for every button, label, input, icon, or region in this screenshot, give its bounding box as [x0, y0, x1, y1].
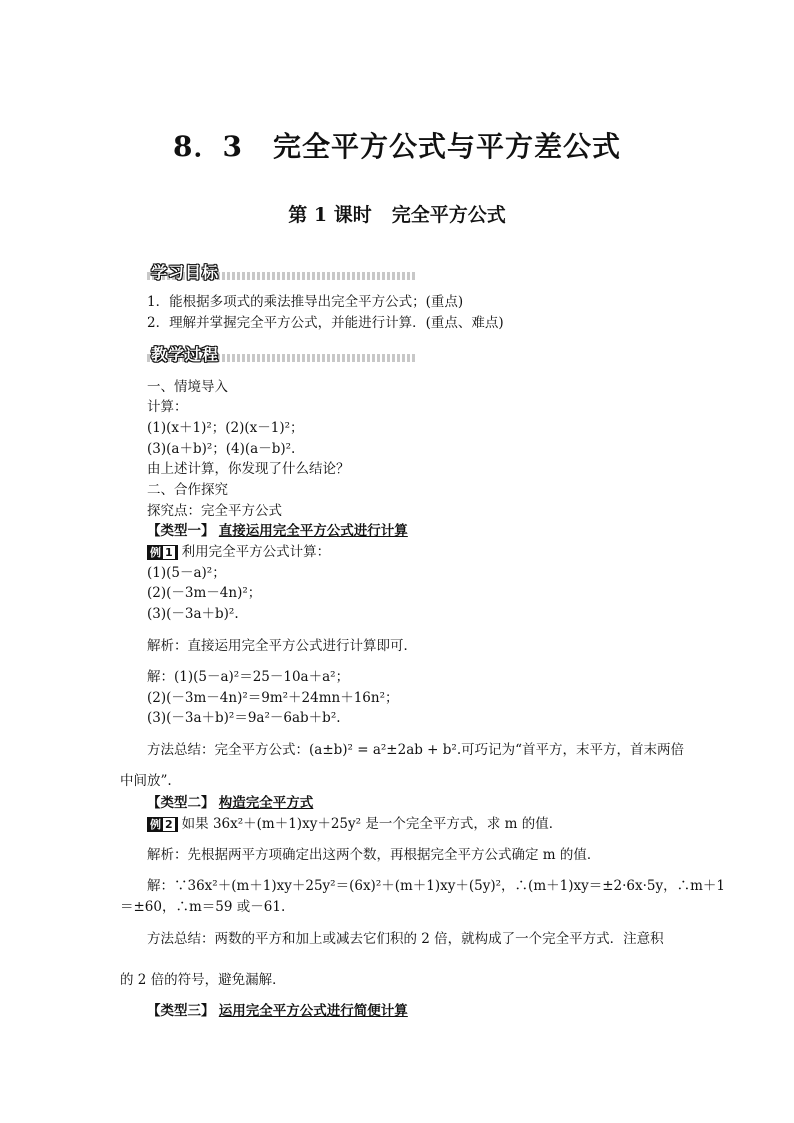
goal-item-2: 2．理解并掌握完全平方公式，并能进行计算．(重点、难点) — [147, 315, 504, 331]
section-banner-process — [147, 342, 417, 364]
section-banner-goals — [147, 260, 417, 282]
example-2-summary-2: 的 2 倍的符号，避免漏解． — [120, 972, 286, 988]
intro-calc: 计算： — [147, 399, 188, 415]
type1-tag: 【类型一】 — [147, 523, 215, 539]
intro-heading: 一、情境导入 — [147, 379, 228, 395]
type2-title: 构造完全平方式 — [218, 795, 314, 811]
example-2-solution-2: ＝±60，∴m＝59 或－61. — [120, 899, 286, 915]
type3-title: 运用完全平方公式进行简便计算 — [218, 1003, 408, 1019]
example-2-analysis: 解析：先根据两平方项确定出这两个数，再根据完全平方公式确定 m 的值． — [147, 847, 601, 863]
example-2-solution-1: 解：∵36x²＋(m＋1)xy＋25y²＝(6x)²＋(m＋1)xy＋(5y)²，∴(m＋1)xy＝±2·6x·5y，∴m＋1 — [147, 878, 726, 894]
type3-header — [147, 1002, 408, 1020]
type1-header — [147, 522, 408, 540]
example-2-text: 如果 36x²＋(m＋1)xy＋25y² 是一个完全平方式，求 m 的值． — [181, 816, 563, 832]
lesson-topic: 完全平方公式 — [391, 204, 506, 226]
explore-heading: 二、合作探究 — [147, 482, 228, 498]
example-2 — [147, 815, 562, 833]
intro-question-1: (1)(x＋1)²；(2)(x－1)²； — [147, 420, 304, 436]
section-label-process: 教学过程 — [151, 345, 220, 364]
example-2-badge: 例 2 — [147, 817, 178, 832]
chapter-number: 8．3 — [173, 130, 243, 163]
lesson-number: 第 1 课时 — [288, 204, 372, 226]
example-1-solution-3: (3)(－3a＋b)²＝9a²－6ab＋b². — [147, 710, 341, 726]
lesson-subtitle — [0, 200, 794, 227]
example-1-badge: 例 1 — [147, 545, 178, 560]
example-1 — [147, 543, 330, 561]
example-1-analysis: 解析：直接运用完全平方公式进行计算即可． — [147, 638, 417, 654]
example-2-summary-1: 方法总结：两数的平方和加上或减去它们积的 2 倍，就构成了一个完全平方式．注意积 — [147, 931, 664, 947]
type1-title: 直接运用完全平方公式进行计算 — [218, 523, 408, 539]
intro-prompt: 由上述计算，你发现了什么结论？ — [147, 461, 350, 477]
example-1-text: 利用完全平方公式计算： — [181, 544, 331, 560]
example-1-item-1: (1)(5－a)²； — [147, 565, 226, 581]
intro-question-2: (3)(a＋b)²；(4)(a－b)². — [147, 441, 296, 457]
chapter-title: 完全平方公式与平方差公式 — [272, 130, 621, 163]
type2-tag: 【类型二】 — [147, 795, 215, 811]
example-1-item-2: (2)(－3m－4n)²； — [147, 585, 262, 601]
section-label-goals: 学习目标 — [151, 263, 220, 282]
example-1-item-3: (3)(－3a＋b)². — [147, 606, 239, 622]
example-1-solution-2: (2)(－3m－4n)²＝9m²＋24mn＋16n²； — [147, 690, 399, 706]
example-1-summary-2: 中间放”. — [120, 773, 172, 789]
type3-tag: 【类型三】 — [147, 1003, 215, 1019]
example-1-summary-1: 方法总结：完全平方公式：(a±b)² = a²±2ab + b².可巧记为“首平方，末平方，首末两倍 — [147, 742, 685, 758]
goal-item-1: 1．能根据多项式的乘法推导出完全平方公式；(重点) — [147, 294, 464, 310]
example-1-solution-1: 解：(1)(5－a)²＝25－10a＋a²； — [147, 669, 350, 685]
type2-header — [147, 794, 313, 812]
explore-point: 探究点：完全平方公式 — [147, 503, 282, 519]
page-title — [0, 125, 794, 165]
